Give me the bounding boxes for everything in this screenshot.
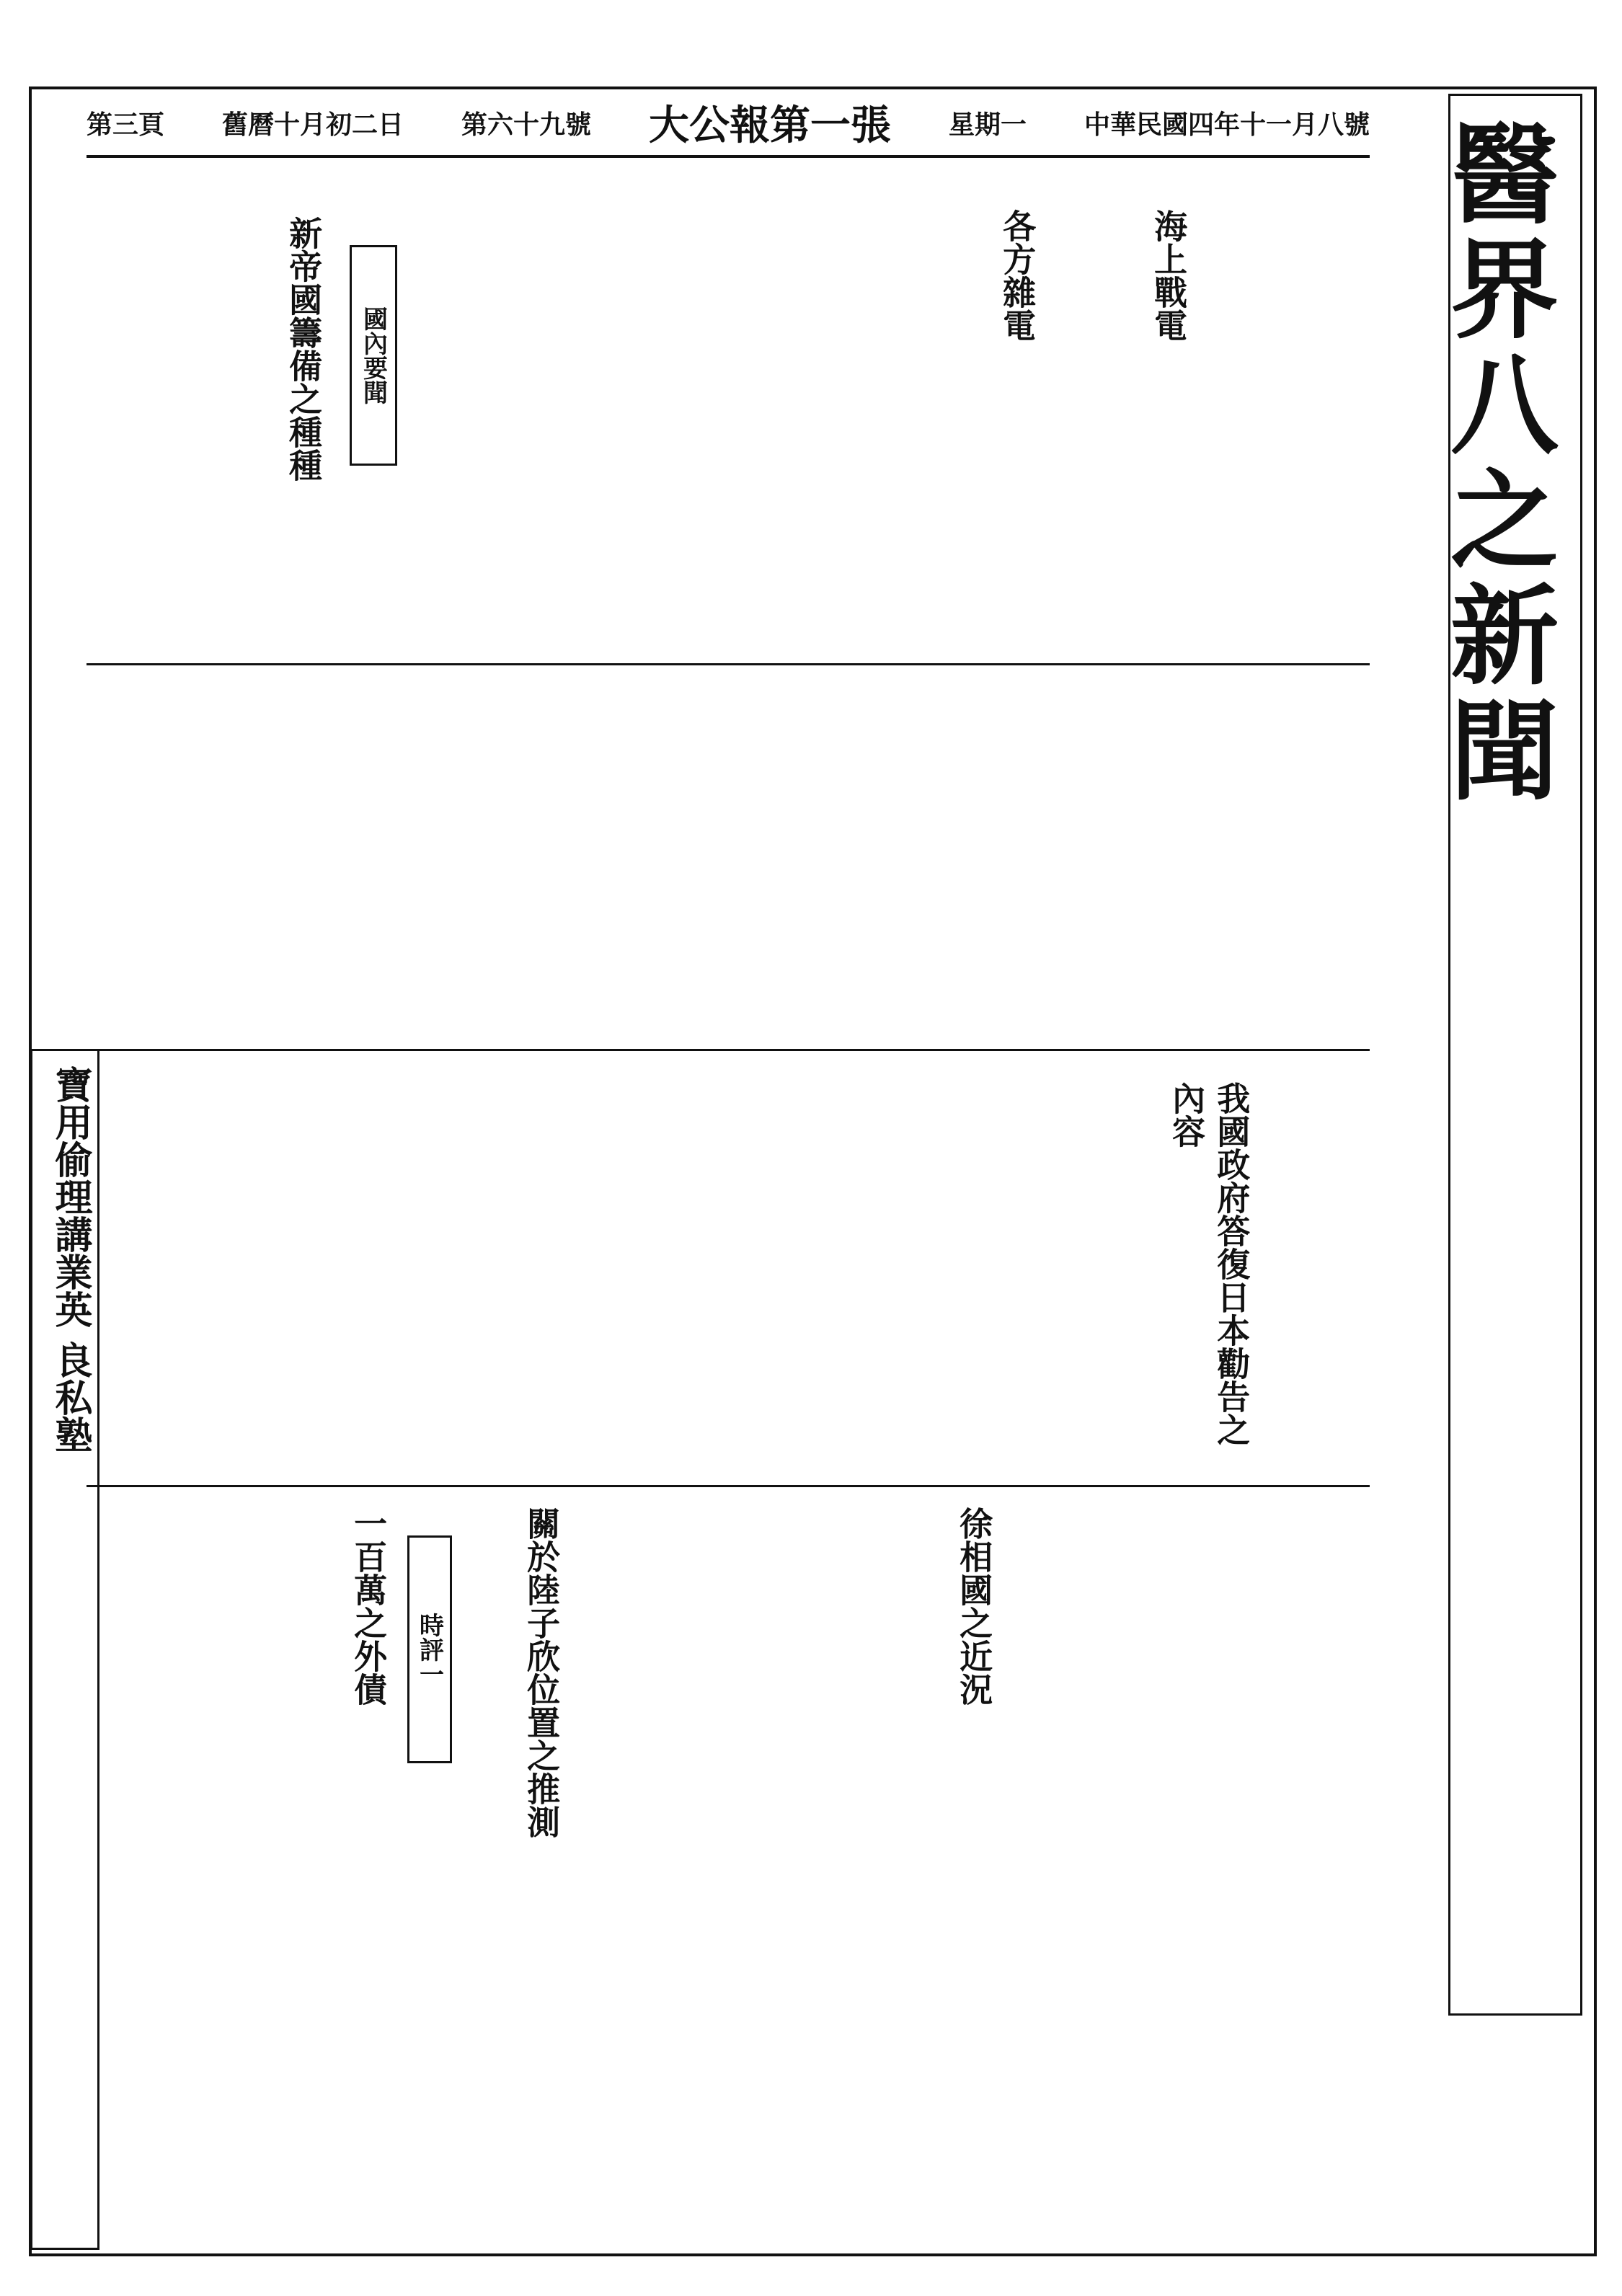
header-date: 中華民國四年十一月八號 (1083, 109, 1370, 140)
naval-heading: 海上戰電 (1149, 209, 1189, 342)
masthead-title: 醫界八之新聞 (1432, 118, 1559, 810)
header-weekday: 星期一 (948, 109, 1027, 140)
divider (87, 1049, 1370, 1051)
side-ad (30, 1049, 99, 2250)
divider (87, 663, 1370, 665)
domestic-box (350, 245, 397, 466)
monarchy-heading: 新帝國籌備之種種 (284, 216, 324, 482)
comment-box-label: 時評一 (415, 1613, 444, 1686)
header-paper-name: 大公報第一張 (649, 102, 891, 149)
header-page: 第三頁 (87, 109, 165, 140)
newspaper-page (29, 87, 1597, 2256)
header-issue: 第六十九號 (461, 109, 592, 140)
reply-japan-heading: 我國政府答復日本勸告之內容 (1167, 1081, 1251, 1446)
comment-box (407, 1535, 452, 1763)
news-heading: 各方雜電 (998, 209, 1037, 342)
page-header (87, 90, 1370, 158)
comment-heading: 一百萬之外債 (349, 1507, 389, 1706)
side-ad-text: 寶用偷理講業英 良私塾 (48, 1065, 92, 1454)
lu-zixin-heading: 關於陸子欣位置之推測 (522, 1507, 562, 1838)
header-lunar-date: 舊曆十月初二日 (222, 109, 404, 140)
domestic-heading: 國內要聞 (358, 306, 388, 404)
xu-xiang-heading: 徐相國之近況 (954, 1507, 994, 1706)
divider (87, 1485, 1370, 1487)
masthead (1432, 94, 1582, 2016)
